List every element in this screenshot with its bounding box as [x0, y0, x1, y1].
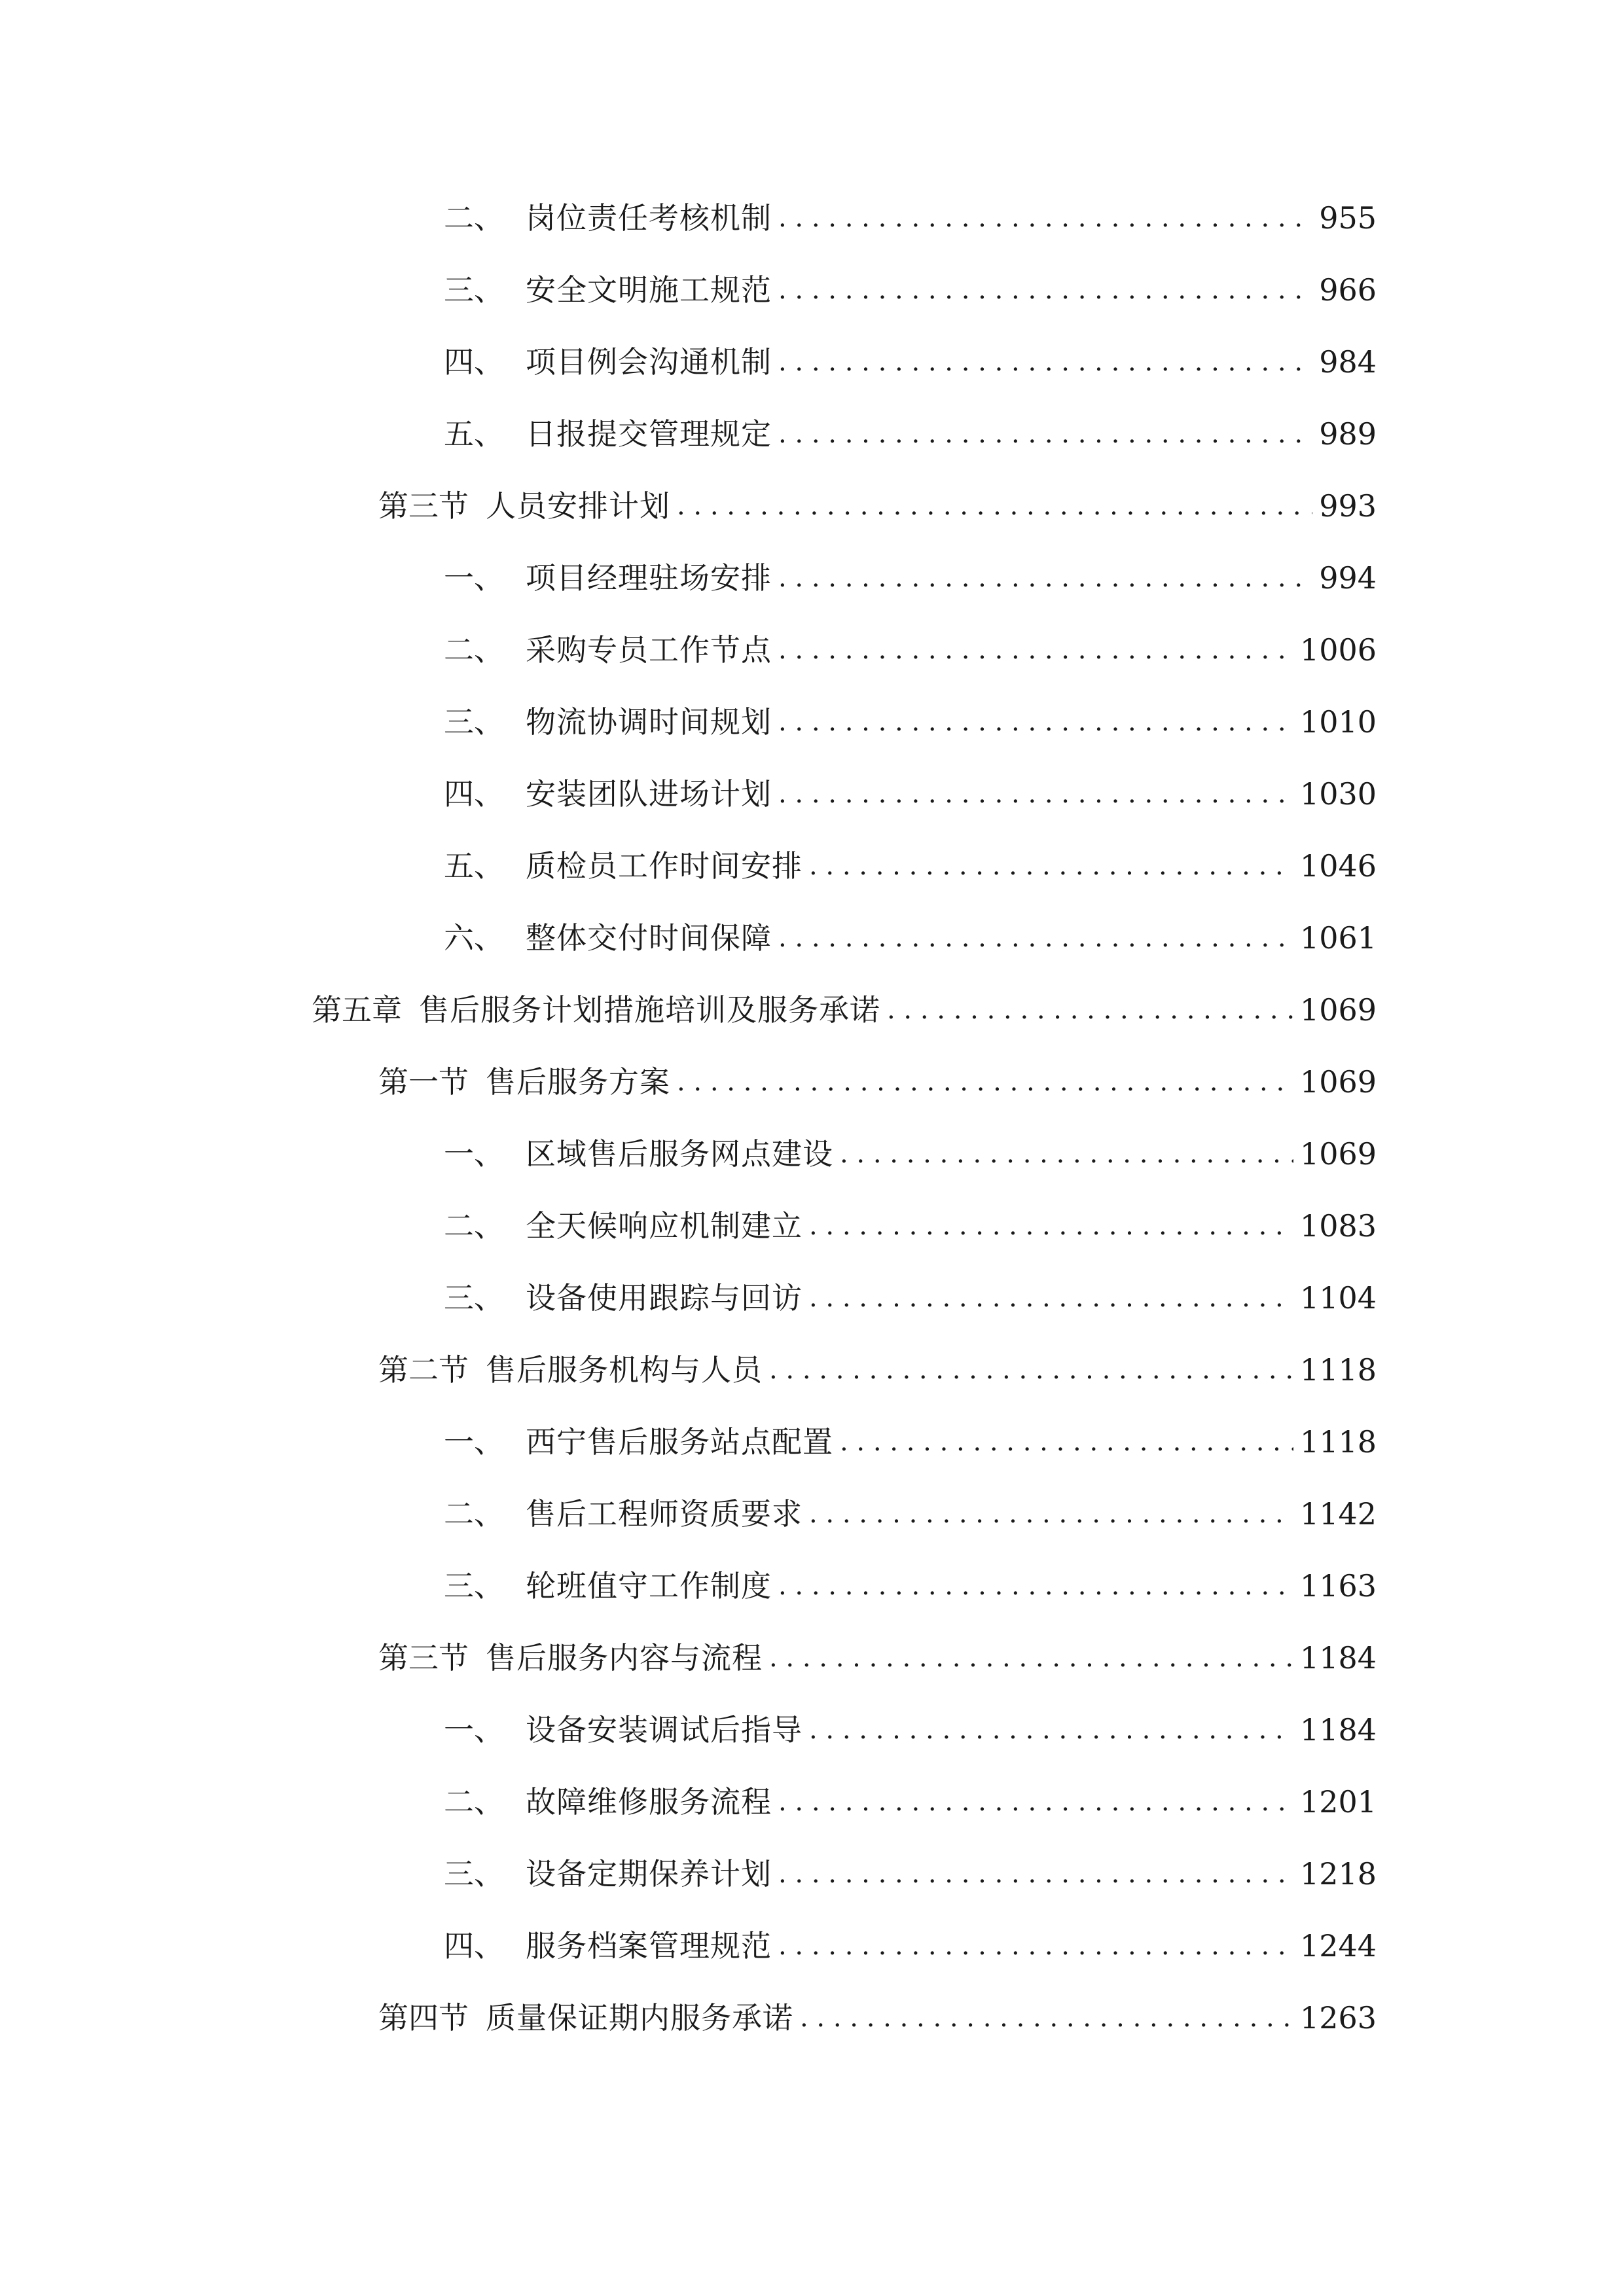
toc-dot-leader	[778, 192, 1312, 244]
toc-entry-page: 1104	[1299, 1280, 1377, 1316]
toc-entry-number: 二、	[444, 200, 504, 236]
toc-entry-page: 955	[1319, 200, 1377, 236]
toc-dot-leader	[677, 480, 1312, 532]
toc-entry-page: 1184	[1299, 1640, 1377, 1676]
toc-entry-page: 1201	[1299, 1784, 1377, 1820]
toc-entry[interactable]	[444, 1416, 1377, 1468]
toc-entry-number: 五、	[444, 416, 504, 452]
toc-dot-leader	[778, 336, 1312, 388]
toc-entry[interactable]	[444, 1704, 1377, 1756]
toc-entry-title: 售后服务方案	[486, 1064, 670, 1100]
toc-entry[interactable]	[378, 1992, 1377, 2044]
toc-entry[interactable]	[444, 1560, 1377, 1612]
toc-entry-number: 四、	[444, 776, 504, 812]
toc-dot-leader	[778, 1848, 1293, 1900]
toc-entry-number: 三、	[444, 272, 504, 308]
toc-entry-number: 二、	[444, 1496, 504, 1532]
toc-dot-leader	[769, 1344, 1293, 1396]
toc-entry[interactable]	[378, 1632, 1377, 1684]
toc-entry-title: 采购专员工作节点	[526, 632, 772, 668]
toc-entry-title: 日报提交管理规定	[526, 416, 772, 452]
toc-entry-page: 966	[1319, 272, 1377, 308]
toc-entry-number: 第二节	[378, 1352, 469, 1388]
toc-entry[interactable]	[378, 480, 1377, 532]
toc-entry-title: 西宁售后服务站点配置	[526, 1424, 833, 1460]
toc-entry-page: 1083	[1299, 1208, 1377, 1244]
toc-entry-title: 项目经理驻场安排	[526, 560, 772, 596]
toc-entry-page: 1118	[1299, 1424, 1377, 1460]
toc-dot-leader	[778, 408, 1312, 460]
toc-dot-leader	[809, 1488, 1293, 1540]
toc-entry-page: 1069	[1299, 992, 1377, 1028]
toc-dot-leader	[809, 1200, 1293, 1252]
toc-entry-page: 1142	[1299, 1496, 1377, 1532]
toc-entry-number: 一、	[444, 1424, 504, 1460]
toc-entry-number: 二、	[444, 1208, 504, 1244]
toc-entry-number: 第五章	[312, 992, 402, 1028]
toc-dot-leader	[809, 840, 1293, 892]
toc-entry-number: 三、	[444, 704, 504, 740]
toc-entry-number: 一、	[444, 1712, 504, 1748]
toc-entry[interactable]	[444, 912, 1377, 964]
toc-entry[interactable]	[378, 1344, 1377, 1396]
toc-entry-page: 993	[1319, 488, 1377, 524]
toc-entry-title: 轮班值守工作制度	[526, 1568, 772, 1604]
toc-entry-page: 1069	[1299, 1064, 1377, 1100]
toc-entry[interactable]	[444, 192, 1377, 244]
toc-entry[interactable]	[444, 552, 1377, 604]
toc-entry[interactable]	[312, 984, 1377, 1036]
toc-dot-leader	[809, 1704, 1293, 1756]
toc-entry-title: 售后服务计划措施培训及服务承诺	[419, 992, 880, 1028]
toc-entry-page: 1218	[1299, 1856, 1377, 1892]
toc-entry-number: 四、	[444, 1928, 504, 1964]
toc-dot-leader	[769, 1632, 1293, 1684]
toc-entry-title: 故障维修服务流程	[526, 1784, 772, 1820]
toc-entry[interactable]	[444, 1128, 1377, 1180]
toc-entry-page: 1010	[1299, 704, 1377, 740]
toc-entry-title: 质检员工作时间安排	[526, 848, 803, 884]
toc-entry-title: 售后服务内容与流程	[486, 1640, 763, 1676]
toc-dot-leader	[809, 1272, 1293, 1324]
toc-entry-title: 整体交付时间保障	[526, 920, 772, 956]
toc-entry-page: 994	[1319, 560, 1377, 596]
toc-entry-title: 售后服务机构与人员	[486, 1352, 763, 1388]
toc-entry[interactable]	[444, 768, 1377, 820]
toc-entry-page: 1046	[1299, 848, 1377, 884]
toc-entry-title: 安全文明施工规范	[526, 272, 772, 308]
toc-entry-number: 四、	[444, 344, 504, 380]
toc-entry-title: 设备定期保养计划	[526, 1856, 772, 1892]
toc-dot-leader	[778, 624, 1293, 676]
toc-dot-leader	[778, 552, 1312, 604]
toc-entry-title: 设备使用跟踪与回访	[526, 1280, 803, 1316]
toc-entry-page: 1244	[1299, 1928, 1377, 1964]
toc-entry[interactable]	[444, 1920, 1377, 1972]
toc-entry-page: 1263	[1299, 2000, 1377, 2036]
toc-dot-leader	[778, 768, 1293, 820]
toc-entry-title: 人员安排计划	[486, 488, 670, 524]
toc-entry-page: 1184	[1299, 1712, 1377, 1748]
toc-dot-leader	[778, 696, 1293, 748]
toc-entry[interactable]	[444, 1200, 1377, 1252]
toc-entry-title: 服务档案管理规范	[526, 1928, 772, 1964]
toc-entry[interactable]	[444, 264, 1377, 316]
toc-entry-number: 第一节	[378, 1064, 469, 1100]
toc-entry-number: 一、	[444, 560, 504, 596]
toc-entry-number: 六、	[444, 920, 504, 956]
toc-entry-number: 第三节	[378, 1640, 469, 1676]
toc-entry[interactable]	[444, 696, 1377, 748]
toc-entry-number: 三、	[444, 1568, 504, 1604]
toc-dot-leader	[887, 984, 1293, 1036]
toc-entry-title: 物流协调时间规划	[526, 704, 772, 740]
toc-entry[interactable]	[378, 1056, 1377, 1108]
toc-entry-page: 984	[1319, 344, 1377, 380]
toc-entry-number: 三、	[444, 1856, 504, 1892]
toc-entry[interactable]	[444, 408, 1377, 460]
toc-entry[interactable]	[444, 624, 1377, 676]
toc-dot-leader	[778, 912, 1293, 964]
toc-entry[interactable]	[444, 1272, 1377, 1324]
toc-entry-title: 全天候响应机制建立	[526, 1208, 803, 1244]
toc-dot-leader	[840, 1416, 1293, 1468]
toc-dot-leader	[677, 1056, 1293, 1108]
toc-entry-number: 五、	[444, 848, 504, 884]
toc-entry-number: 一、	[444, 1136, 504, 1172]
toc-dot-leader	[778, 264, 1312, 316]
toc-entry[interactable]	[444, 336, 1377, 388]
toc-entry-number: 第三节	[378, 488, 469, 524]
toc-entry-number: 二、	[444, 1784, 504, 1820]
toc-dot-leader	[840, 1128, 1293, 1180]
toc-entry-title: 岗位责任考核机制	[526, 200, 772, 236]
toc-entry-title: 设备安装调试后指导	[526, 1712, 803, 1748]
toc-entry-page: 1069	[1299, 1136, 1377, 1172]
toc-entry-number: 二、	[444, 632, 504, 668]
toc-entry[interactable]	[444, 1488, 1377, 1540]
toc-dot-leader	[778, 1560, 1293, 1612]
toc-entry[interactable]	[444, 1848, 1377, 1900]
toc-dot-leader	[778, 1920, 1293, 1972]
toc-entry-title: 售后工程师资质要求	[526, 1496, 803, 1532]
toc-entry-page: 1030	[1299, 776, 1377, 812]
toc-entry-page: 1061	[1299, 920, 1377, 956]
toc-entry-page: 1006	[1299, 632, 1377, 668]
toc-entry-page: 1163	[1299, 1568, 1377, 1604]
toc-entry-title: 质量保证期内服务承诺	[486, 2000, 793, 2036]
toc-dot-leader	[778, 1776, 1293, 1828]
toc-entry-page: 989	[1319, 416, 1377, 452]
toc-entry-title: 区域售后服务网点建设	[526, 1136, 833, 1172]
toc-entry-number: 第四节	[378, 2000, 469, 2036]
toc-entry[interactable]	[444, 1776, 1377, 1828]
toc-entry-title: 安装团队进场计划	[526, 776, 772, 812]
toc-entry[interactable]	[444, 840, 1377, 892]
toc-entry-page: 1118	[1299, 1352, 1377, 1388]
toc-dot-leader	[800, 1992, 1293, 2044]
toc-entry-title: 项目例会沟通机制	[526, 344, 772, 380]
toc-entry-number: 三、	[444, 1280, 504, 1316]
